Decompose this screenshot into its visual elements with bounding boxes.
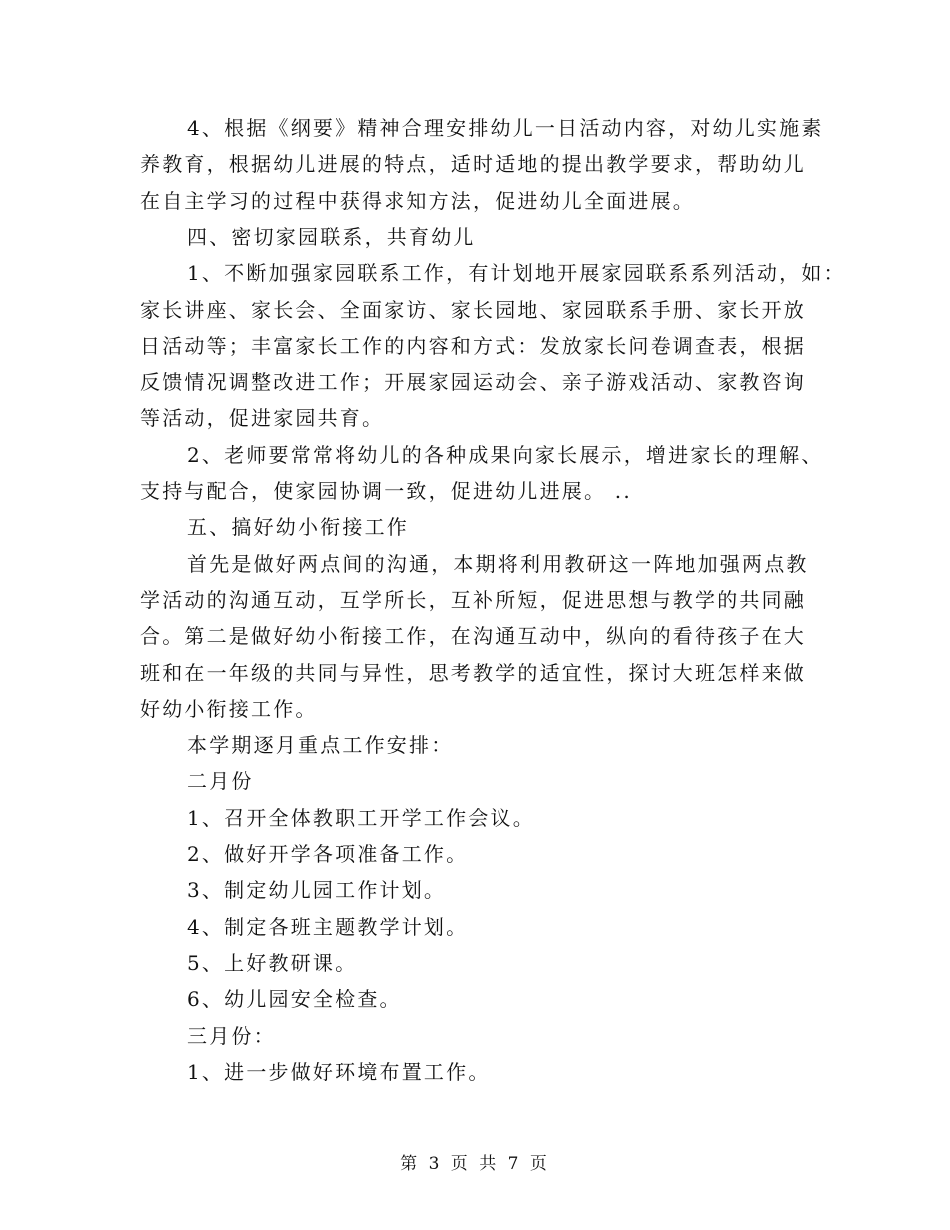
text-line: 本学期逐月重点工作安排： xyxy=(187,733,454,758)
text-line: 支持与配合，使家园协调一致，促进幼儿进展。 .. xyxy=(140,479,632,503)
text-line: 首先是做好两点间的沟通，本期将利用教研这一阵地加强两点教 xyxy=(187,551,809,576)
text-line: 五、搞好幼小衔接工作 xyxy=(187,515,409,540)
text-line: 合。第二是做好幼小衔接工作，在沟通互动中，纵向的看待孩子在大 xyxy=(140,624,806,649)
text-line: 在自主学习的过程中获得求知方法，促进幼儿全面进展。 xyxy=(140,188,695,213)
text-line: 1、召开全体教职工开学工作会议。 xyxy=(187,805,535,830)
text-line: 3、制定幼儿园工作计划。 xyxy=(187,878,447,903)
text-line: 6、幼儿园安全检查。 xyxy=(187,987,402,1012)
text-line: 1、进一步做好环境布置工作。 xyxy=(187,1059,491,1084)
page-footer: 第 3 页 共 7 页 xyxy=(400,1154,550,1174)
text-line: 学活动的沟通互动，互学所长，互补所短，促进思想与教学的共同融 xyxy=(140,587,806,612)
text-line: 2、做好开学各项准备工作。 xyxy=(187,842,469,866)
text-line: 养教育，根据幼儿进展的特点，适时适地的提出教学要求，帮助幼儿 xyxy=(140,152,806,177)
text-line: 4、制定各班主题教学计划。 xyxy=(187,914,469,939)
text-line: 1、不断加强家园联系工作，有计划地开展家园联系系列活动，如： xyxy=(187,261,846,286)
text-line: 好幼小衔接工作。 xyxy=(140,696,318,721)
text-line: 4、根据《纲要》精神合理安排幼儿一日活动内容，对幼儿实施素 xyxy=(187,116,824,140)
text-line: 班和在一年级的共同与异性，思考教学的适宜性，探讨大班怎样来做 xyxy=(140,660,806,685)
text-line: 日活动等；丰富家长工作的内容和方式：发放家长问卷调查表，根据 xyxy=(140,333,806,358)
text-line: 2、老师要常常将幼儿的各种成果向家长展示，增进家长的理解、 xyxy=(187,442,824,467)
text-line: 三月份： xyxy=(187,1023,276,1048)
text-line: 四、密切家园联系，共育幼儿 xyxy=(187,224,476,249)
text-line: 等活动，促进家园共育。 xyxy=(140,406,385,431)
text-line: 二月份 xyxy=(187,769,254,794)
text-line: 家长讲座、家长会、全面家访、家长园地、家园联系手册、家长开放 xyxy=(140,297,806,322)
text-line: 5、上好教研课。 xyxy=(187,950,358,975)
text-line: 反馈情况调整改进工作；开展家园运动会、亲子游戏活动、家教咨询 xyxy=(140,370,806,395)
